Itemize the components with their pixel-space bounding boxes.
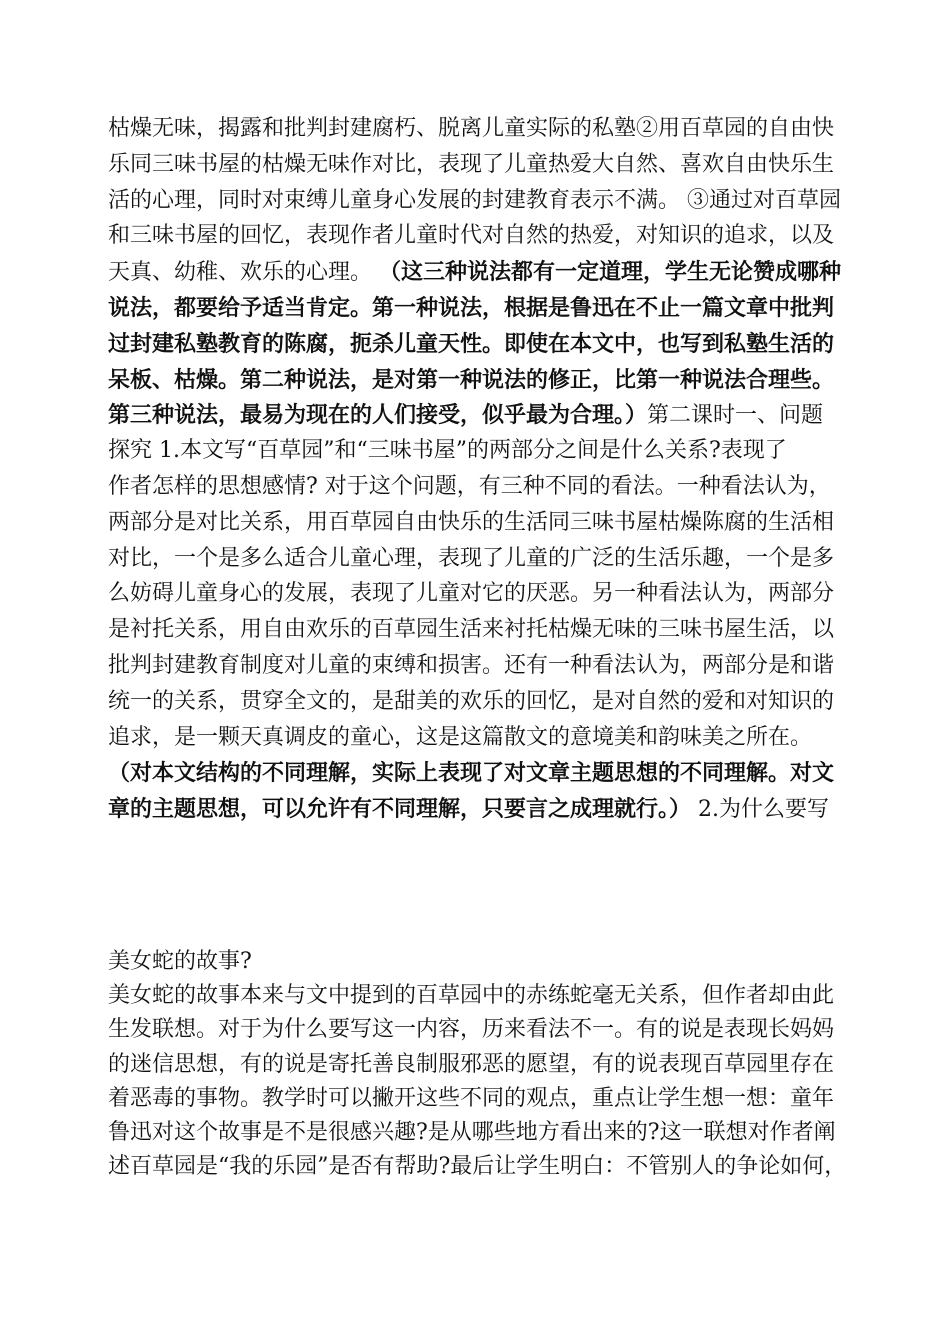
bold-text-segment: （这三种说法都有一定道理，学生无论赞成哪种 — [379, 259, 842, 286]
text-segment: 第二课时一、问题 — [647, 403, 824, 429]
text-segment: 两部分是对比关系，用百草园自由快乐的生活同三味书屋枯燥陈腐的生活相 — [108, 509, 835, 535]
text-segment: 乐同三味书屋的枯燥无味作对比，表现了儿童热爱大自然、喜欢自由快乐生 — [108, 151, 835, 177]
text-line — [108, 795, 848, 824]
text-line — [108, 1051, 848, 1079]
text-line — [108, 616, 848, 644]
text-line — [108, 688, 848, 716]
bold-text-segment: 过封建私塾教育的陈腐，扼杀儿童天性。即使在本文中，也写到私塾生活的 — [108, 330, 835, 357]
text-line — [108, 115, 848, 143]
text-segment: 统一的关系，贯穿全文的，是甜美的欢乐的回忆，是对自然的爱和对知识的 — [108, 688, 835, 714]
text-segment: 天真、幼稚、欢乐的心理。 — [108, 260, 379, 286]
text-line — [108, 982, 848, 1010]
text-segment: 鲁迅对这个故事是不是很感兴趣?是从哪些地方看出来的?这一联想对作者阐 — [108, 1120, 836, 1145]
text-segment: 和三味书屋的回忆，表现作者儿童时代对自然的热爱，对知识的追求，以及 — [108, 223, 835, 249]
text-segment: 美女蛇的故事本来与文中提到的百草园中的赤练蛇毫无关系，但作者却由此 — [108, 983, 835, 1009]
bold-text-segment: 章的主题思想，可以允许有不同理解，只要言之成理就行。） — [108, 796, 692, 823]
text-line — [108, 652, 848, 680]
text-line — [108, 509, 848, 537]
text-line — [108, 151, 848, 179]
text-segment: 着恶毒的事物。教学时可以撇开这些不同的观点，重点让学生想一想：童年 — [108, 1085, 835, 1111]
text-segment: 述百草园是“我的乐园”是否有帮助?最后让学生明白：不管别人的争论如何， — [108, 1154, 847, 1180]
text-segment: 对比，一个是多么适合儿童心理，表现了儿童的广泛的生活乐趣，一个是多 — [108, 545, 835, 571]
text-line — [108, 473, 848, 501]
text-line — [108, 258, 848, 287]
text-line — [108, 1119, 848, 1147]
bold-text-segment: （对本文结构的不同理解，实际上表现了对文章主题思想的不同理解。对文 — [108, 760, 835, 787]
text-line — [108, 1016, 848, 1044]
text-line — [108, 545, 848, 573]
text-segment: 么妨碍儿童身心的发展，表现了儿童对它的厌恶。另一种看法认为，两部分 — [108, 581, 835, 607]
text-segment: 枯燥无味，揭露和批判封建腐朽、脱离儿童实际的私塾②用百草园的自由快 — [108, 116, 835, 141]
text-segment: 探究 1.本文写“百草园”和“三味书屋”的两部分之间是什么关系?表现了 — [108, 438, 787, 464]
text-line — [108, 724, 848, 752]
bold-text-segment: 说法，都要给予适当肯定。第一种说法，根据是鲁迅在不止一篇文章中批判 — [108, 295, 835, 321]
text-line — [108, 366, 848, 395]
text-line — [108, 1153, 848, 1181]
text-line — [108, 187, 848, 215]
text-segment: 活的心理，同时对束缚儿童身心发展的封建教育表示不满。 ③通过对百草园 — [108, 187, 841, 213]
text-line — [108, 948, 848, 976]
text-segment: 追求，是一颗天真调皮的童心，这是这篇散文的意境美和韵味美之所在。 — [108, 724, 813, 750]
text-line — [108, 401, 848, 430]
bold-text-segment: 呆板、枯燥。第二种说法，是对第一种说法的修正，比第一种说法合理些。 — [108, 366, 835, 393]
text-line — [108, 437, 848, 465]
text-segment: 作者怎样的思想感情? 对于这个问题，有三种不同的看法。一种看法认为， — [108, 474, 831, 499]
text-line — [108, 294, 848, 323]
bold-text-segment: 第三种说法，最易为现在的人们接受，似乎最为合理。） — [108, 402, 648, 429]
text-line — [108, 759, 848, 788]
text-segment: 批判封建教育制度对儿童的束缚和损害。还有一种看法认为，两部分是和谐 — [108, 653, 835, 678]
text-segment: 的迷信思想，有的说是寄托善良制服邪恶的愿望，有的说表现百草园里存在 — [108, 1051, 835, 1077]
text-segment: 美女蛇的故事? — [108, 949, 252, 974]
text-segment: 生发联想。对于为什么要写这一内容，历来看法不一。有的说是表现长妈妈 — [108, 1017, 835, 1043]
text-line — [108, 1085, 848, 1113]
text-line — [108, 222, 848, 250]
text-line — [108, 330, 848, 359]
text-segment: 是衬托关系，用自由欢乐的百草园生活来衬托枯燥无味的三味书屋生活，以 — [108, 617, 835, 643]
text-line — [108, 580, 848, 608]
text-segment: 2.为什么要写 — [691, 797, 829, 823]
